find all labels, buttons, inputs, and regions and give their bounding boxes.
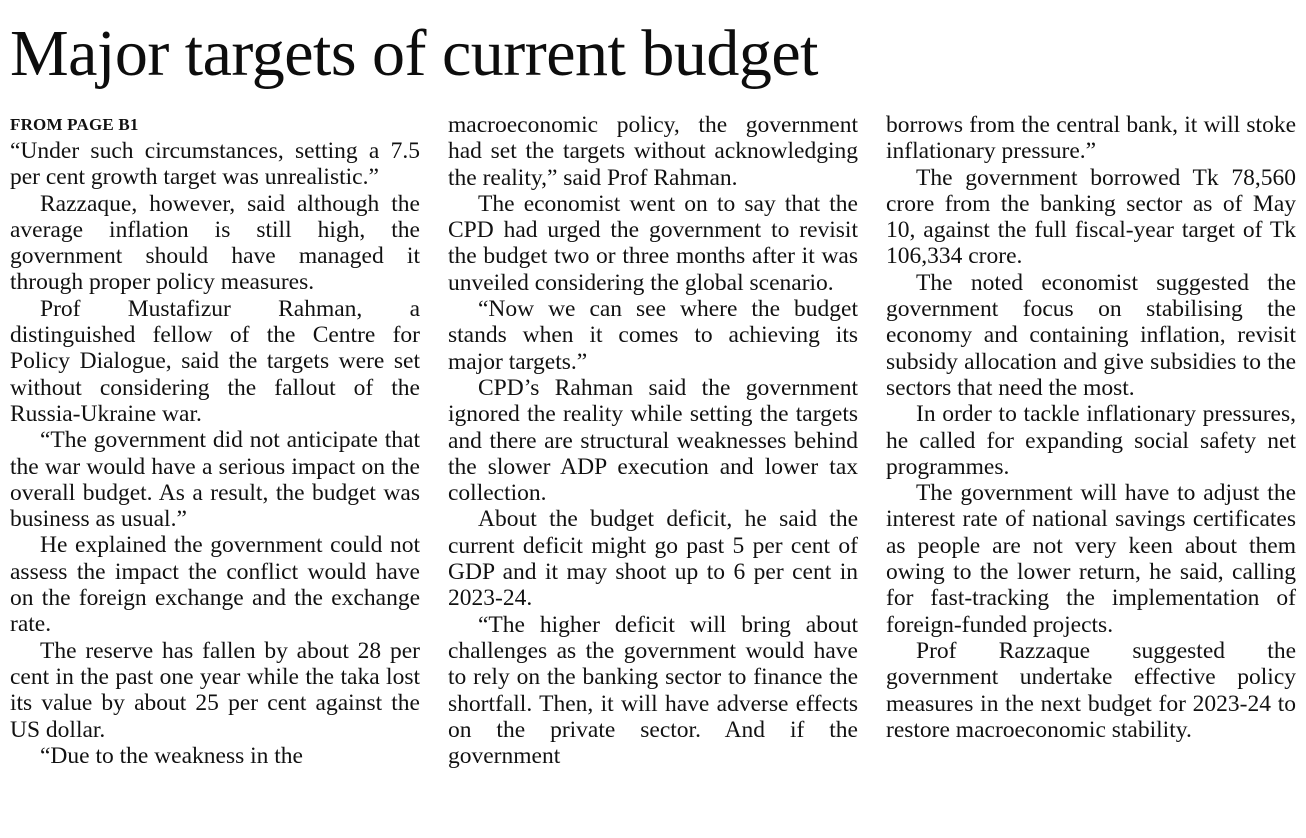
paragraph: “Now we can see where the budget stands when it comes to achieving its major targets.” bbox=[448, 296, 858, 375]
paragraph: The noted economist suggested the government focus on stabilising the economy and containing inflation, revisit subsidy allocation and give subsidies to the sectors that need the most. bbox=[886, 269, 1296, 401]
article-column-1 bbox=[10, 112, 420, 769]
paragraph: “Under such circumstances, setting a 7.5 per cent growth target was unrealistic.” bbox=[10, 138, 420, 191]
paragraph: “The higher deficit will bring about challenges as the government would have to rely on the banking sector to finance the shortfall. Then, it will have adverse effects on the private sector. And if the government bbox=[448, 611, 858, 770]
paragraph: “Due to the weakness in the bbox=[40, 742, 303, 769]
paragraph: In order to tackle inflationary pressures, he called for expanding social safety net programmes. bbox=[886, 401, 1296, 480]
paragraph: He explained the government could not assess the impact the conflict would have on the foreign exchange and the exchange rate. bbox=[10, 532, 420, 638]
paragraph: The government borrowed Tk 78,560 crore from the banking sector as of May 10, against the full fiscal-year target of Tk 106,334 crore. bbox=[886, 164, 1296, 270]
paragraph: About the budget deficit, he said the current deficit might go past 5 per cent of GDP and it may shoot up to 6 per cent in 2023-24. bbox=[448, 506, 858, 612]
paragraph: “The government did not anticipate that the war would have a serious impact on the overall budget. As a result, the budget was business as usual.” bbox=[10, 427, 420, 533]
article-headline: Major targets of current budget bbox=[10, 17, 819, 90]
paragraph: macroeconomic policy, the government had set the targets without acknowledging the reality,” said Prof Rahman. bbox=[448, 112, 858, 191]
paragraph: The reserve has fallen by about 28 per cent in the past one year while the taka lost its value by about 25 per cent against the US dollar. bbox=[10, 637, 420, 743]
paragraph: Prof Razzaque suggested the government undertake effective policy measures in the next budget for 2023-24 to restore macroeconomic stability. bbox=[886, 637, 1296, 743]
article-column-2 bbox=[448, 112, 858, 769]
paragraph: borrows from the central bank, it will stoke inflationary pressure.” bbox=[886, 112, 1296, 165]
paragraph: Razzaque, however, said although the average inflation is still high, the government should have managed it through proper policy measures. bbox=[10, 190, 420, 296]
paragraph: The economist went on to say that the CPD had urged the government to revisit the budget two or three months after it was unveiled considering the global scenario. bbox=[448, 190, 858, 296]
article-column-3 bbox=[886, 112, 1296, 743]
continuation-kicker: FROM PAGE B1 bbox=[10, 115, 139, 134]
paragraph: CPD’s Rahman said the government ignored the reality while setting the targets and there are structural weaknesses behind the slower ADP execution and lower tax collection. bbox=[448, 374, 858, 507]
paragraph: The government will have to adjust the interest rate of national savings certificates as people are not very keen about them owing to the lower return, he said, calling for fast-tracking the implementation of foreign-funded projects. bbox=[886, 480, 1296, 638]
paragraph: Prof Mustafizur Rahman, a distinguished fellow of the Centre for Policy Dialogue, said the targets were set without considering the fallout of the Russia-Ukraine war. bbox=[10, 295, 420, 427]
